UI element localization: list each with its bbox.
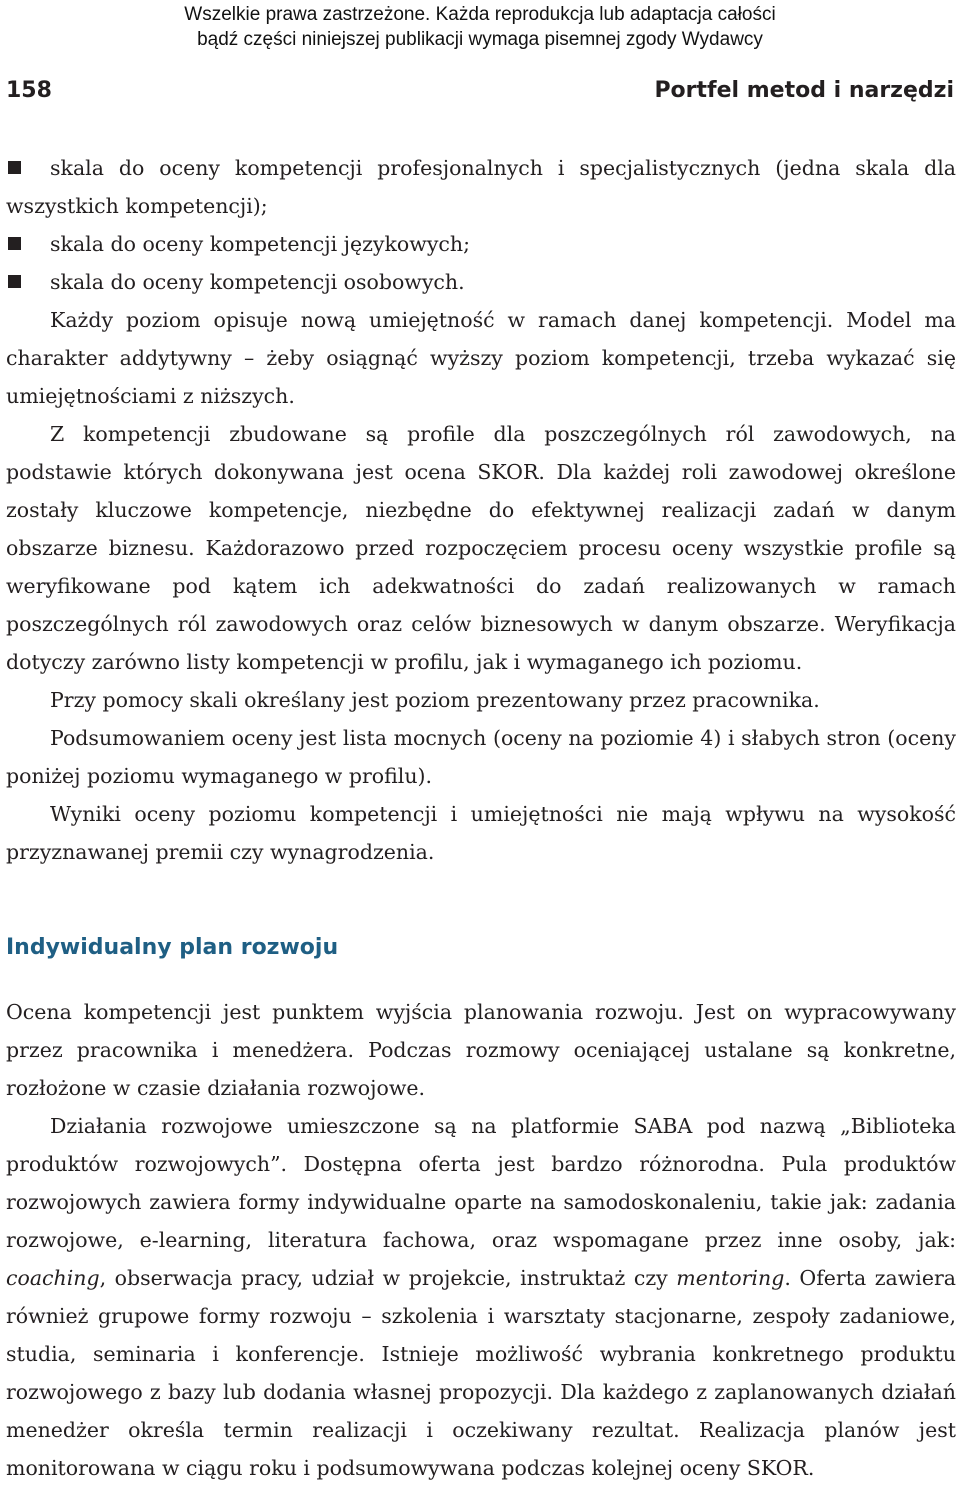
page-number: 158 [6, 78, 52, 103]
list-item-text: skala do oceny kompetencji profesjonalnych i specjalistycznych (jedna skala dla wszystkich kompetencji); [6, 156, 956, 218]
paragraph: Przy pomocy skali określany jest poziom prezentowany przez pracownika. [50, 688, 820, 712]
text-run: , obserwacja pracy, udział w projekcie, instruktaż czy [99, 1266, 677, 1290]
paragraph: Podsumowaniem oceny jest lista mocnych (oceny na poziomie 4) i słabych stron (oceny poniżej poziomu wymaganego w profilu). [6, 726, 956, 788]
copyright-notice-line: Wszelkie prawa zastrzeżone. Każda reprodukcja lub adaptacja całości [184, 4, 776, 25]
copyright-notice [100, 2, 860, 52]
paragraph: Wyniki oceny poziomu kompetencji i umiejętności nie mają wpływu na wysokość przyznawanej premii czy wynagrodzenia. [6, 802, 956, 864]
square-bullet-icon [8, 161, 21, 174]
book-section-title: Portfel metod i narzędzi [654, 78, 954, 103]
section-intro-paragraph: Ocena kompetencji jest punktem wyjścia planowania rozwoju. Jest on wypracowywany przez pracownika i menedżera. Podczas rozmowy oceniającej ustalane są konkretne, rozłożone w czasie działania rozwojowe. [6, 1000, 956, 1100]
page-body [6, 149, 956, 1487]
section-paragraph [6, 1107, 956, 1487]
text-run: Działania rozwojowe umieszczone są na platformie SABA pod nazwą „Biblioteka produktów rozwojowych”. Dostępna oferta jest bardzo różnorodna. Pula produktów rozwojowych zawiera formy indywidualne oparte na samodoskonaleniu, takie jak: zadania rozwojowe, e-learning, literatura fachowa, oraz wspomagane przez inne osoby, jak: [6, 1114, 956, 1252]
section-heading: Indywidualny plan rozwoju [6, 935, 339, 960]
copyright-notice-line: bądź części niniejszej publikacji wymaga pisemnej zgody Wydawcy [197, 29, 763, 50]
list-item [6, 225, 956, 263]
list-item-text: skala do oceny kompetencji językowych; [50, 232, 470, 256]
list-item [6, 263, 956, 301]
paragraph: Z kompetencji zbudowane są profile dla poszczególnych ról zawodowych, na podstawie których dokonywana jest ocena SKOR. Dla każdej roli zawodowej określone zostały kluczowe kompetencje, niezbędne do efektywnej realizacji zadań w danym obszarze biznesu. Każdorazowo przed rozpoczęciem procesu oceny wszystkie profile są weryfikowane pod kątem ich adekwatności do zadań realizowanych w ramach poszczególnych ról zawodowych oraz celów biznesowych w danym obszarze. Weryfikacja dotyczy zarówno listy kompetencji w profilu, jak i wymaganego ich poziomu. [6, 422, 956, 674]
list-item-text: skala do oceny kompetencji osobowych. [50, 270, 465, 294]
square-bullet-icon [8, 237, 21, 250]
paragraph: Każdy poziom opisuje nową umiejętność w ramach danej kompetencji. Model ma charakter addytywny – żeby osiągnąć wyższy poziom kompetencji, trzeba wykazać się umiejętnościami z niższych. [6, 308, 956, 408]
scale-list [6, 149, 956, 301]
running-header [6, 78, 954, 108]
text-run: . Oferta zawiera również grupowe formy rozwoju – szkolenia i warsztaty stacjonarne, zespoły zadaniowe, studia, seminaria i konferencje. Istnieje możliwość wybrania konkretnego produktu rozwojowego z bazy lub dodania własnej propozycji. Dla każdego z zaplanowanych działań menedżer określa termin realizacji i oczekiwany rezultat. Realizacja planów jest monitorowana w ciągu roku i podsumowywana podczas kolejnej oceny SKOR. [6, 1266, 956, 1480]
emphasis-coaching: coaching [6, 1266, 100, 1290]
list-item [6, 149, 956, 225]
square-bullet-icon [8, 275, 21, 288]
emphasis-mentoring: mentoring [676, 1266, 785, 1290]
